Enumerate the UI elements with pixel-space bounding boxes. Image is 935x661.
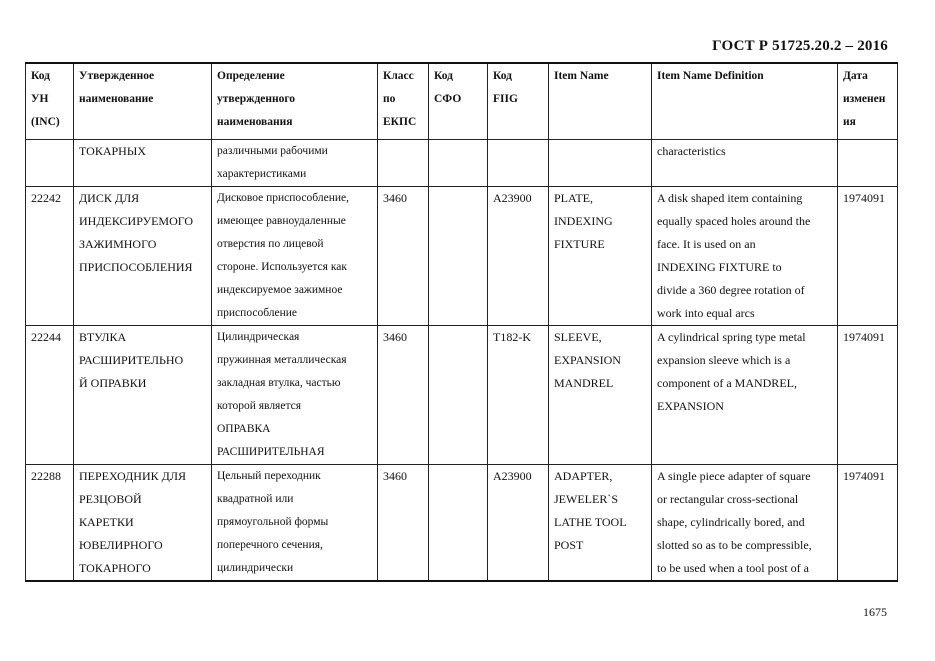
cell-item-name-definition: characteristics	[652, 140, 838, 187]
header-code-sfo: Код СФО	[429, 63, 488, 140]
cell-sfo	[429, 465, 488, 582]
table-row	[26, 326, 898, 465]
cell-definition: различными рабочими характеристиками	[212, 140, 378, 187]
cell-class: 3460	[378, 187, 429, 326]
header-item-name: Item Name	[549, 63, 652, 140]
document-title: ГОСТ Р 51725.20.2 – 2016	[712, 38, 888, 54]
cell-sfo	[429, 187, 488, 326]
header-item-name-definition: Item Name Definition	[652, 63, 838, 140]
cell-class: 3460	[378, 465, 429, 582]
header-change-date: Дата изменен ия	[838, 63, 898, 140]
catalog-table	[25, 62, 898, 582]
cell-fiig: A23900	[488, 187, 549, 326]
cell-item-name	[549, 140, 652, 187]
cell-item-name: SLEEVE, EXPANSION MANDREL	[549, 326, 652, 465]
cell-code: 22244	[26, 326, 74, 465]
header-definition: Определение утвержденного наименования	[212, 63, 378, 140]
cell-date: 1974091	[838, 187, 898, 326]
cell-name: ДИСК ДЛЯ ИНДЕКСИРУЕМОГО ЗАЖИМНОГО ПРИСПОСОБЛЕНИЯ	[74, 187, 212, 326]
cell-definition: Цилиндрическая пружинная металлическая закладная втулка, частью которой является ОПРАВКА РАСШИРИТЕЛЬНАЯ	[212, 326, 378, 465]
cell-fiig: A23900	[488, 465, 549, 582]
header-code-inc: Код УН (INC)	[26, 63, 74, 140]
header-approved-name: Утвержденное наименование	[74, 63, 212, 140]
header-code-fiig: Код FIIG	[488, 63, 549, 140]
cell-fiig: T182-K	[488, 326, 549, 465]
cell-date: 1974091	[838, 326, 898, 465]
cell-sfo	[429, 140, 488, 187]
header-row	[26, 63, 898, 140]
continuation-row	[26, 140, 898, 187]
cell-item-name-definition: A cylindrical spring type metal expansion sleeve which is a component of a MANDREL, EXPANSION	[652, 326, 838, 465]
table-row	[26, 465, 898, 582]
cell-name: ВТУЛКА РАСШИРИТЕЛЬНО Й ОПРАВКИ	[74, 326, 212, 465]
cell-code: 22288	[26, 465, 74, 582]
cell-date	[838, 140, 898, 187]
cell-name: ТОКАРНЫХ	[74, 140, 212, 187]
cell-name: ПЕРЕХОДНИК ДЛЯ РЕЗЦОВОЙ КАРЕТКИ ЮВЕЛИРНОГО ТОКАРНОГО	[74, 465, 212, 582]
table-row	[26, 187, 898, 326]
cell-item-name: ADAPTER, JEWELER`S LATHE TOOL POST	[549, 465, 652, 582]
cell-definition: Цельный переходник квадратной или прямоугольной формы поперечного сечения, цилиндрически	[212, 465, 378, 582]
cell-fiig	[488, 140, 549, 187]
cell-definition: Дисковое приспособление, имеющее равноудаленные отверстия по лицевой стороне. Используется как индексируемое зажимное приспособление	[212, 187, 378, 326]
cell-code	[26, 140, 74, 187]
cell-item-name: PLATE, INDEXING FIXTURE	[549, 187, 652, 326]
cell-date: 1974091	[838, 465, 898, 582]
cell-sfo	[429, 326, 488, 465]
cell-class	[378, 140, 429, 187]
page-number: 1675	[863, 605, 887, 619]
cell-item-name-definition: A disk shaped item containing equally spaced holes around the face. It is used on an INDEXING FIXTURE to divide a 360 degree rotation of work into equal arcs	[652, 187, 838, 326]
header-class-ekps: Класс по ЕКПС	[378, 63, 429, 140]
cell-item-name-definition: A single piece adapter of square or rectangular cross-sectional shape, cylindrically bored, and slotted so as to be compressible, to be used when a tool post of a	[652, 465, 838, 582]
cell-code: 22242	[26, 187, 74, 326]
cell-class: 3460	[378, 326, 429, 465]
